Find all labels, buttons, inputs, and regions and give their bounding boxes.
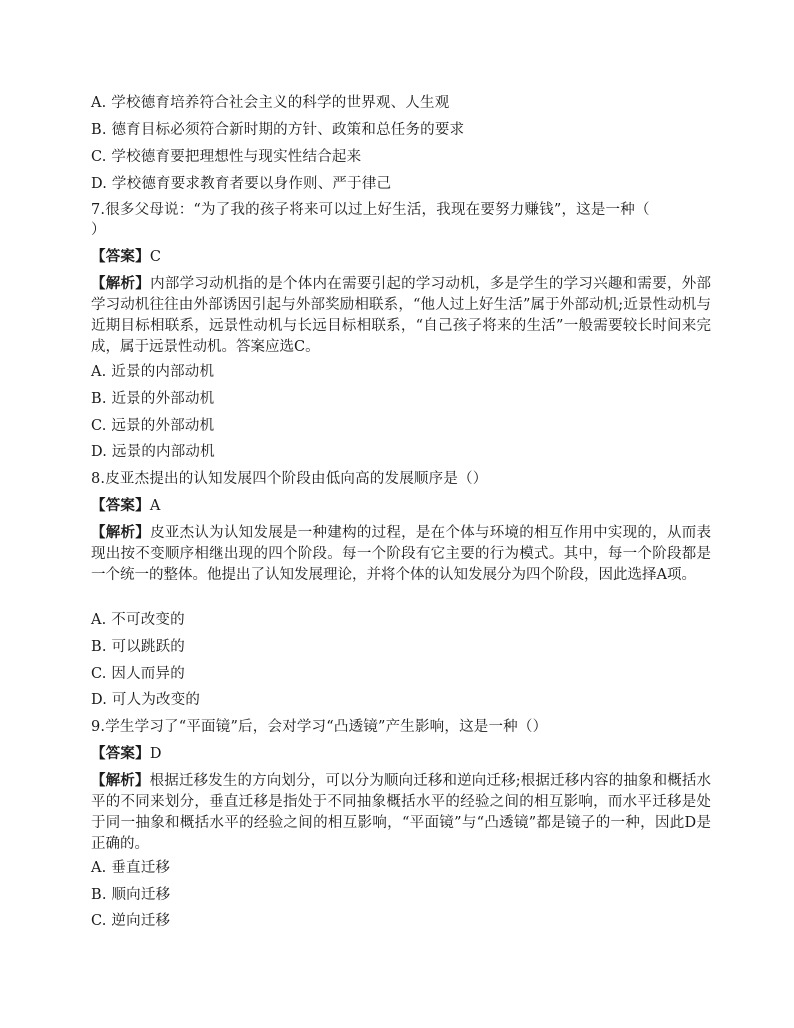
q8-option-d: D. 可人为改变的 <box>91 692 201 708</box>
q7-option-a: A. 近景的内部动机 <box>91 364 215 380</box>
q6-option-b: B. 德育目标必须符合新时期的方针、政策和总任务的要求 <box>91 122 465 138</box>
answer-label: 【答案】 <box>91 497 150 514</box>
answer-value: A <box>149 498 161 514</box>
q9-answer <box>91 744 711 764</box>
analysis-label: 【解析】 <box>91 275 151 292</box>
q6-option-d: D. 学校德育要求教育者要以身作则、严于律己 <box>91 176 392 192</box>
answer-value: C <box>149 249 162 265</box>
q7-option-b: B. 近景的外部动机 <box>91 391 215 407</box>
analysis-label: 【解析】 <box>91 772 150 789</box>
q7-option-c: C. 远景的外部动机 <box>91 418 215 434</box>
q7-answer <box>91 247 711 267</box>
q9-analysis <box>91 770 711 855</box>
q8-answer <box>91 496 711 516</box>
answer-label: 【答案】 <box>91 745 150 762</box>
q7-question-line2: ） <box>91 222 106 238</box>
q9-option-b: B. 顺向迁移 <box>91 887 171 903</box>
q7-option-d: D. 远景的内部动机 <box>91 444 215 460</box>
analysis-label: 【解析】 <box>91 524 151 541</box>
answer-label: 【答案】 <box>91 248 150 265</box>
analysis-text: 根据迁移发生的方向划分，可以分为顺向迁移和逆向迁移;根据迁移内容的抽象和概括水平的不同来划分，垂直迁移是指处于不同抽象概括水平的经验之间的相互影响，而水平迁移是处于同一抽象和概括水平的经验之间的相互影响，“平面镜”与“凸透镜”都是镜子的一种，因此D是正确的。 <box>91 773 712 852</box>
q9-question: 9.学生学习了“平面镜”后，会对学习“凸透镜”产生影响，这是一种（） <box>91 719 548 735</box>
q8-analysis <box>91 522 711 586</box>
q9-option-a: A. 垂直迁移 <box>91 860 171 876</box>
q9-option-c: C. 逆向迁移 <box>91 913 171 929</box>
q6-option-a: A. 学校德育培养符合社会主义的科学的世界观、人生观 <box>91 95 450 111</box>
analysis-text: 内部学习动机指的是个体内在需要引起的学习动机，多是学生的学习兴趣和需要，外部学习动机往往由外部诱因引起与外部奖励相联系，“他人过上好生活”属于外部动机;近景性动机与近期目标相联系，远景性动机与长远目标相联系，“自己孩子将来的生活”一般需要较长时间来完成，属于远景性动机。答案应选C。 <box>91 276 712 355</box>
q8-option-a: A. 不可改变的 <box>91 612 185 628</box>
analysis-text: 皮亚杰认为认知发展是一种建构的过程，是在个体与环境的相互作用中实现的，从而表现出按不变顺序相继出现的四个阶段。每一个阶段有它主要的行为模式。其中，每一个阶段都是一个统一的整体。他提出了认知发展理论，并将个体的认知发展分为四个阶段，因此选择A项。 <box>91 525 712 583</box>
q8-question: 8.皮亚杰提出的认知发展四个阶段由低向高的发展顺序是（） <box>91 471 488 487</box>
q8-option-c: C. 因人而异的 <box>91 666 185 682</box>
q6-option-c: C. 学校德育要把理想性与现实性结合起来 <box>91 149 362 165</box>
q7-question-line1: 7.很多父母说：“为了我的孩子将来可以过上好生活，我现在要努力赚钱”，这是一种（ <box>91 202 650 218</box>
q8-option-b: B. 可以跳跃的 <box>91 639 185 655</box>
answer-value: D <box>149 746 162 762</box>
q7-analysis <box>91 273 711 358</box>
